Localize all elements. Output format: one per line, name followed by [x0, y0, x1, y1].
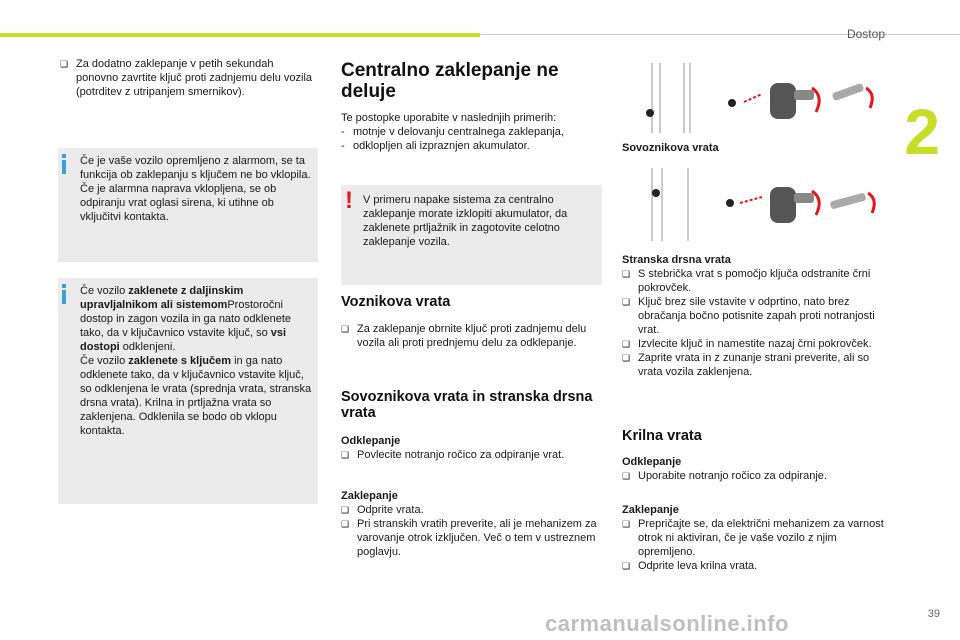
bullet-icon: ❑: [60, 59, 69, 69]
info-box-alarm: [58, 148, 318, 262]
warning-icon: !: [345, 187, 353, 214]
driver-instructions: ❑ Za zaklepanje obrnite ključ proti zadnjemu delu vozila ali proti prednjemu delu za odklepanje.: [341, 323, 587, 349]
page-title: Centralno zaklepanje ne deluje: [341, 60, 559, 102]
page-number: 39: [927, 608, 940, 620]
accent-bar: [0, 33, 480, 37]
left-bullet: ❑ Za dodatno zaklepanje v petih sekundah ponovno zavrtite ključ proti zadnjemu delu vozila (potrditev z utripanjem smernikov).: [60, 58, 313, 98]
info-text: Če je vaše vozilo opremljeno z alarmom, se ta funkcija ob zaklepanju s ključem ne bo vklopila.: [80, 155, 311, 181]
info-box-unlocking: [58, 278, 318, 504]
wing-unlock: Odklepanje ❑ Uporabite notranjo ročico za odpiranje.: [622, 456, 827, 482]
passenger-unlock: Odklepanje ❑ Povlecite notranjo ročico za odpiranje vrat.: [341, 435, 565, 461]
heading-driver-door: Voznikova vrata: [341, 294, 451, 310]
footer-watermark: carmanualsonline.info: [545, 611, 789, 636]
wing-lock: Zaklepanje ❑ Prepričajte se, da električni mehanizem za varnost otrok ni aktiviran, če je vaše vozilo z njim opremljeno. ❑ Odprite leva krilna vrata.: [622, 504, 884, 572]
sliding-door-instructions: Stranska drsna vrata ❑ S stebrička vrat s pomočjo ključa odstranite črni pokrovček. ❑ Ključ brez sile vstavite v odprtino, nato brez obračanja bočno potisnite zapah proti notranjosti vrat. ❑ Izvlecite ključ in namestite nazaj črni pokrovček. ❑ Zaprite vrata in z zunanje strani preverite, ali so vrata vozila zaklenjena.: [622, 254, 875, 378]
heading-wing-doors: Krilna vrata: [622, 428, 702, 444]
info-icon: [62, 154, 66, 174]
caption-passenger-door: Sovoznikova vrata: [622, 142, 719, 154]
info-paragraph: Če vozilo zaklenete z daljinskim upravljalnikom ali sistemomProstoročni dostop in zagon vozila in ga nato odklenete tako, da v ključavnico vstavite ključ, so vsi dostopi odklenjeni.: [80, 285, 291, 353]
sliding-door-illustration: [622, 163, 884, 243]
chapter-number: 2: [904, 96, 940, 168]
warning-text: V primeru napake sistema za centralno zaklepanje morate izklopiti akumulator, da zaklenete prtljažnik in zagotovite celotno zaklepanje vozila.: [363, 194, 568, 248]
passenger-lock: Zaklepanje ❑ Odprite vrata. ❑ Pri stranskih vratih preverite, ali je mehanizem za varovanje otrok izključen. Več o tem v ustreznem poglavju.: [341, 490, 597, 558]
info-icon: [62, 284, 66, 304]
warning-box: [341, 185, 602, 285]
info-paragraph: Če vozilo zaklenete s ključem in ga nato odklenete tako, da v ključavnico vstavite ključ, so odklenjena le vrata (sprednja vrata, stranska drsna vrata). Krilna in prtljažna vrata so zaklenjena. Odklenila se bodo ob vklopu kontakta.: [80, 355, 312, 437]
info-text: Če je alarmna naprava vklopljena, se ob odpiranju vrat oglasi sirena, ki utihne ob vključitvi kontakta.: [80, 183, 277, 223]
heading-passenger-doors: Sovoznikova vrata in stranska drsna vrata: [341, 389, 593, 421]
intro-block: Te postopke uporabite v naslednjih primerih: - motnje v delovanju centralnega zaklepanja, - odklopljen ali izpraznjen akumulator.: [341, 112, 564, 152]
section-title: Dostop: [846, 27, 885, 41]
passenger-door-illustration: [622, 58, 884, 136]
header-rule: [480, 34, 960, 35]
